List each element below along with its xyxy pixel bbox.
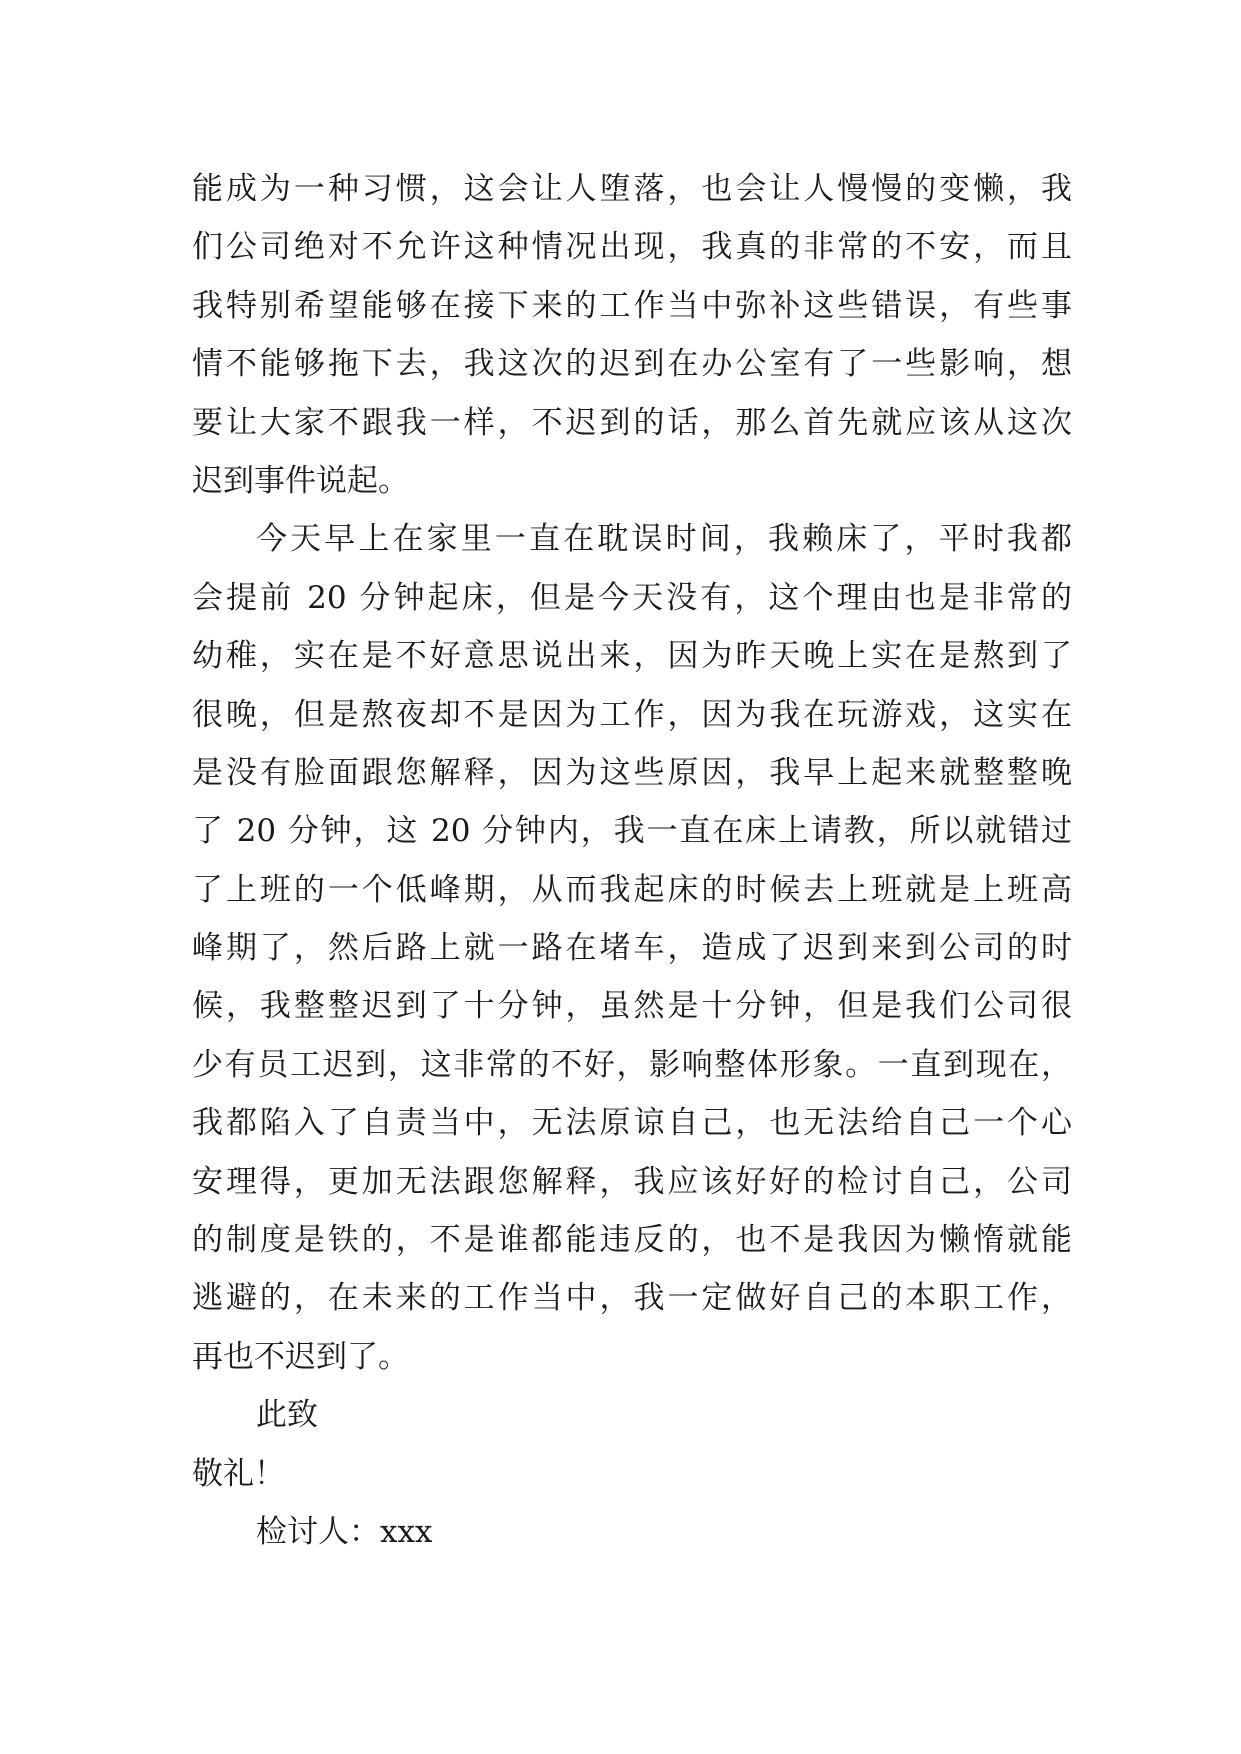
paragraph-2-line: 我都陷入了自责当中，无法原谅自己，也无法给自己一个心 xyxy=(192,1105,1072,1142)
paragraph-2-line: 幼稚，实在是不好意思说出来，因为昨天晚上实在是熬到了 xyxy=(192,638,1072,675)
paragraph-2-line: 是没有脸面跟您解释，因为这些原因，我早上起来就整整晚 xyxy=(192,754,1072,791)
paragraph-2-line: 少有员工迟到，这非常的不好，影响整体形象。一直到现在， xyxy=(192,1046,1072,1083)
paragraph-2-line: 逃避的，在未来的工作当中，我一定做好自己的本职工作， xyxy=(192,1280,1072,1317)
paragraph-2-line: 峰期了，然后路上就一路在堵车，造成了迟到来到公司的时 xyxy=(192,930,1072,967)
paragraph-1-line: 们公司绝对不允许这种情况出现，我真的非常的不安，而且 xyxy=(192,229,1072,266)
paragraph-2-line: 今天早上在家里一直在耽误时间，我赖床了，平时我都 xyxy=(256,521,1072,558)
closing-line: 此致 xyxy=(256,1397,318,1434)
paragraph-2-line: 了 20 分钟，这 20 分钟内，我一直在床上请教，所以就错过 xyxy=(192,813,1072,850)
paragraph-2-line: 安理得，更加无法跟您解释，我应该好好的检讨自己，公司 xyxy=(192,1163,1072,1200)
paragraph-1-line: 我特别希望能够在接下来的工作当中弥补这些错误，有些事 xyxy=(192,287,1072,324)
paragraph-2-line: 会提前 20 分钟起床，但是今天没有，这个理由也是非常的 xyxy=(192,579,1072,616)
paragraph-1-line: 能成为一种习惯，这会让人堕落，也会让人慢慢的变懒，我 xyxy=(192,171,1072,207)
document-body xyxy=(192,160,1072,1561)
paragraph-1-line: 情不能够拖下去，我这次的迟到在办公室有了一些影响，想 xyxy=(192,346,1072,383)
paragraph-2-line: 的制度是铁的，不是谁都能违反的，也不是我因为懒惰就能 xyxy=(192,1222,1072,1259)
paragraph-2-line: 了上班的一个低峰期，从而我起床的时候去上班就是上班高 xyxy=(192,871,1072,908)
paragraph-2-line: 再也不迟到了。 xyxy=(192,1338,409,1375)
paragraph-2-line: 很晚，但是熬夜却不是因为工作，因为我在玩游戏，这实在 xyxy=(192,696,1072,733)
paragraph-1-line: 要让大家不跟我一样，不迟到的话，那么首先就应该从这次 xyxy=(192,404,1072,441)
paragraph-1-line: 迟到事件说起。 xyxy=(192,462,409,499)
paragraph-2-line: 候，我整整迟到了十分钟，虽然是十分钟，但是我们公司很 xyxy=(192,988,1072,1025)
salutation-line: 敬礼！ xyxy=(192,1455,285,1492)
signature-line: 检讨人：xxx xyxy=(256,1513,433,1550)
